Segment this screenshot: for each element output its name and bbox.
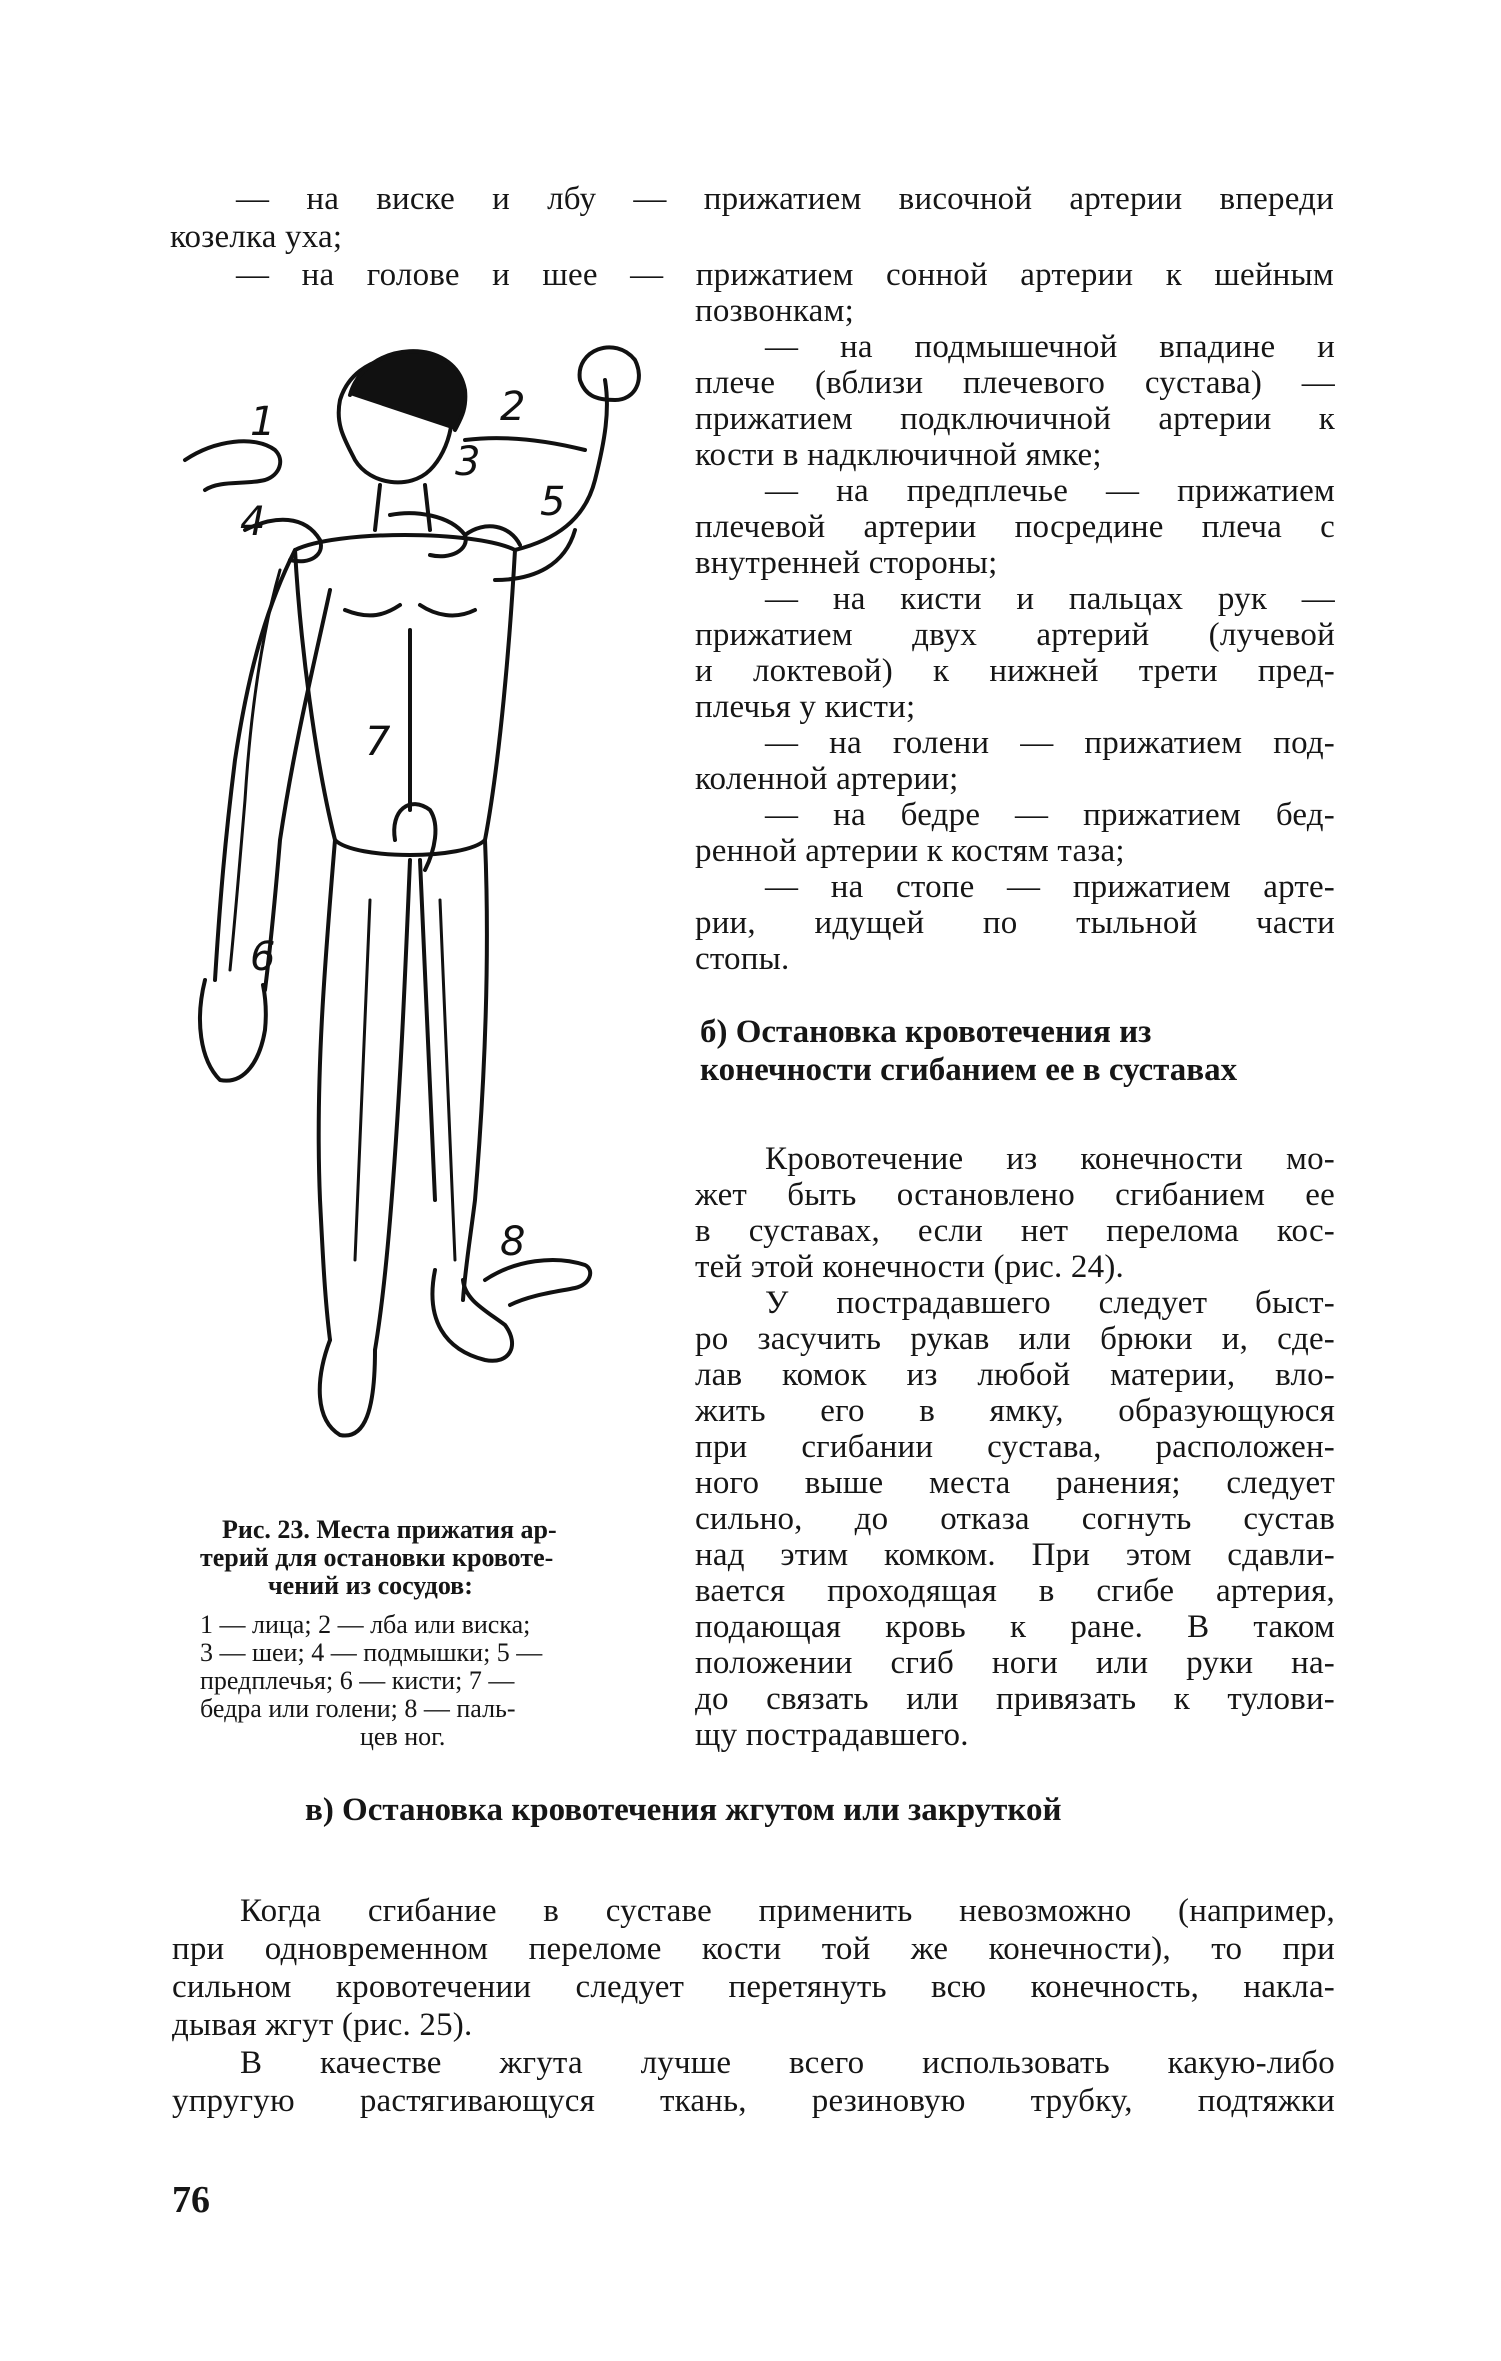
figure-caption-title: чений из сосудов: [268,1571,473,1600]
figure-left-arm [215,550,330,990]
text-line: рии, идущей по тыльной части [695,905,1335,941]
helper-hand-8 [485,1260,590,1305]
text-line: вается проходящая в сгибе артерия, [695,1573,1335,1609]
text-line: жет быть остановлено сгибанием ее [695,1177,1335,1213]
figure-caption-title: терий для остановки кровоте- [200,1543,554,1572]
figure-caption-legend: цев ног. [360,1722,446,1751]
text-line: плече (вблизи плечевого сустава) — [695,365,1335,401]
text-line: лав комок из любой материи, вло- [695,1357,1335,1393]
text-line: — на голове и шее — прижатием сонной артерии к шейным [236,257,1334,293]
text-line: кости в надключичной ямке; [695,437,1102,473]
figure-right-fist [580,347,639,400]
text-line: В качестве жгута лучше всего использовать какую-либо [240,2045,1335,2081]
figure-label: 4 [240,499,266,545]
figure-23-illustration [165,340,685,1490]
text-line: позвонкам; [695,293,854,329]
text-line: до связать или привязать к тулови- [695,1681,1335,1717]
helper-hand-1 [185,441,280,490]
text-line: плечья у кисти; [695,689,916,725]
vessel-line [355,900,370,1260]
text-line: внутренней стороны; [695,545,998,581]
text-line: коленной артерии; [695,761,959,797]
figure-caption-title: Рис. 23. Места прижатия ар- [222,1515,557,1544]
text-line: и локтевой) к нижней трети пред- [695,653,1335,689]
text-line: — на кисти и пальцах рук — [765,581,1335,617]
figure-left-hand [200,980,266,1081]
figure-label: 8 [500,1219,526,1265]
figure-chest [345,605,475,810]
section-heading: конечности сгибанием ее в суставах [700,1052,1238,1088]
figure-label: 3 [455,439,481,485]
helper-hand-2 [465,438,585,450]
text-line: ренной артерии к костям таза; [695,833,1125,869]
figure-caption-legend: предплечья; 6 — кисти; 7 — [200,1666,515,1695]
text-line: — на бедре — прижатием бед- [765,797,1335,833]
text-line: дывая жгут (рис. 25). [172,2007,473,2043]
text-line: — на виске и лбу — прижатием височной артерии впереди [236,181,1334,217]
figure-label: 5 [540,479,566,525]
text-line: при одновременном переломе кости той же конечности), то при [172,1931,1335,1967]
text-line: Кровотечение из конечности мо- [765,1141,1335,1177]
text-line: щу пострадавшего. [695,1717,969,1753]
figure-label: 1 [250,399,276,445]
text-line: прижатием подключичной артерии к [695,401,1335,437]
text-line: ного выше места ранения; следует [695,1465,1335,1501]
text-line: над этим комком. При этом сдавли- [695,1537,1335,1573]
section-heading: в) Остановка кровотечения жгутом или закруткой [305,1792,1062,1828]
text-line: сильном кровотечении следует перетянуть всю конечность, накла- [172,1969,1335,2005]
text-line: при сгибании сустава, расположен- [695,1429,1335,1465]
page-number: 76 [172,2179,210,2221]
helper-hand-7 [394,804,435,870]
text-line: прижатием двух артерий (лучевой [695,617,1335,653]
text-line: козелка уха; [170,219,343,255]
text-line: — на подмышечной впадине и [765,329,1335,365]
figure-left-foot [320,1340,375,1436]
text-line: плечевой артерии посредине плеча с [695,509,1335,545]
figure-neck [375,485,430,530]
section-heading: б) Остановка кровотечения из [700,1014,1152,1050]
text-line: в суставах, если нет перелома кос- [695,1213,1335,1249]
text-line: — на стопе — прижатием арте- [765,869,1335,905]
text-line: жить его в ямку, образующуюся [695,1393,1335,1429]
text-line: ро засучить рукав или брюки и, сде- [695,1321,1335,1357]
figure-caption-legend: 1 — лица; 2 — лба или виска; [200,1610,531,1639]
text-line: упругую растягивающуся ткань, резиновую трубку, подтяжки [172,2083,1335,2119]
figure-label: 7 [365,719,391,765]
text-line: стопы. [695,941,790,977]
text-line: Когда сгибание в суставе применить невозможно (например, [240,1893,1335,1929]
text-line: сильно, до отказа согнуть сустав [695,1501,1335,1537]
figure-caption-legend: бедра или голени; 8 — паль- [200,1694,516,1723]
figure-label: 2 [500,384,526,430]
text-line: положении сгиб ноги или руки на- [695,1645,1335,1681]
figure-left-leg [319,840,410,1350]
vessel-line [440,900,455,1260]
figure-label: 6 [250,934,276,980]
figure-hair [350,351,465,430]
figure-caption-legend: 3 — шеи; 4 — подмышки; 5 — [200,1638,543,1667]
text-line: тей этой конечности (рис. 24). [695,1249,1124,1285]
text-line: — на голени — прижатием под- [765,725,1335,761]
figure-right-foot [432,1270,512,1361]
text-line: У пострадавшего следует быст- [765,1285,1335,1321]
text-line: — на предплечье — прижатием [765,473,1335,509]
text-line: подающая кровь к ране. В таком [695,1609,1335,1645]
